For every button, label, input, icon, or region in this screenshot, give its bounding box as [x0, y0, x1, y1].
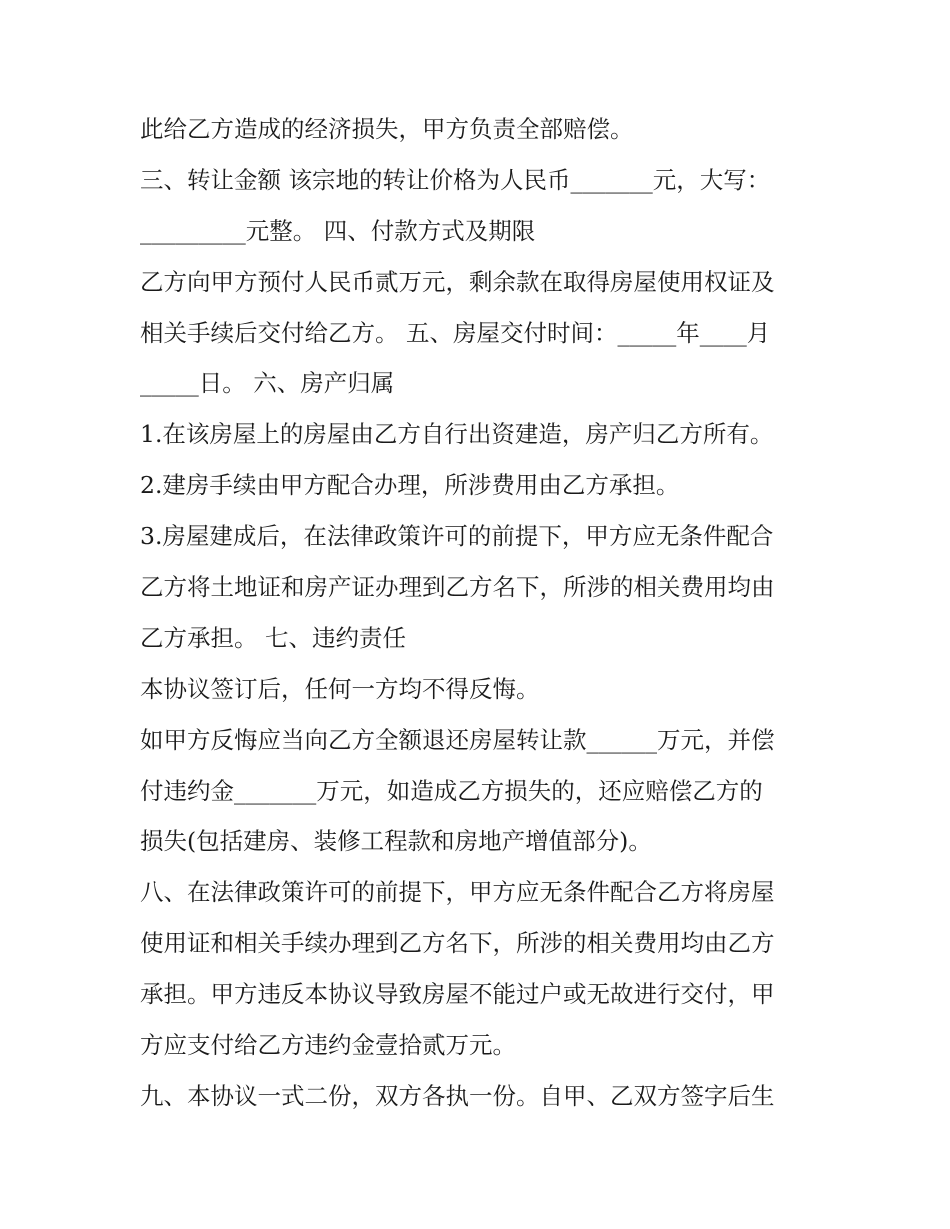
text-line-20: 九、本协议一式二份，双方各执一份。自甲、乙双方签字后生 — [140, 1081, 775, 1110]
text-line-2: 三、转让金额 该宗地的转让价格为人民币_______元，大写： — [140, 165, 771, 194]
text-line-4: 乙方向甲方预付人民币贰万元，剩余款在取得房屋使用权证及 — [140, 267, 775, 296]
text-line-19: 方应支付给乙方违约金壹拾贰万元。 — [140, 1031, 516, 1060]
text-line-15: 损失(包括建房、装修工程款和房地产增值部分)。 — [140, 827, 652, 856]
text-line-5: 相关手续后交付给乙方。 五、房屋交付时间：_____年____月 — [140, 318, 771, 347]
text-line-11: 乙方承担。 七、违约责任 — [140, 623, 406, 652]
text-line-17: 使用证和相关手续办理到乙方名下，所涉的相关费用均由乙方 — [140, 929, 775, 958]
text-line-16: 八、在法律政策许可的前提下，甲方应无条件配合乙方将房屋 — [140, 878, 775, 907]
text-line-13: 如甲方反悔应当向乙方全额退还房屋转让款______万元，并偿 — [140, 725, 775, 754]
text-line-1: 此给乙方造成的经济损失，甲方负责全部赔偿。 — [140, 115, 634, 143]
text-line-9: 3.房屋建成后，在法律政策许可的前提下，甲方应无条件配合 — [140, 522, 774, 551]
contract-text — [140, 109, 820, 1127]
text-line-7: 1.在该房屋上的房屋由乙方自行出资建造，房产归乙方所有。 — [140, 420, 774, 449]
text-line-12: 本协议签订后，任何一方均不得反悔。 — [140, 674, 540, 703]
text-line-3: _________元整。 四、付款方式及期限 — [140, 216, 536, 245]
text-line-10: 乙方将土地证和房产证办理到乙方名下，所涉的相关费用均由 — [140, 573, 775, 602]
text-line-14: 付违约金_______万元，如造成乙方损失的，还应赔偿乙方的 — [140, 776, 763, 805]
text-line-8: 2.建房手续由甲方配合办理，所涉费用由乙方承担。 — [140, 471, 680, 500]
text-line-18: 承担。甲方违反本协议导致房屋不能过户或无故进行交付，甲 — [140, 980, 775, 1009]
text-line-6: _____日。 六、房产归属 — [140, 369, 395, 398]
